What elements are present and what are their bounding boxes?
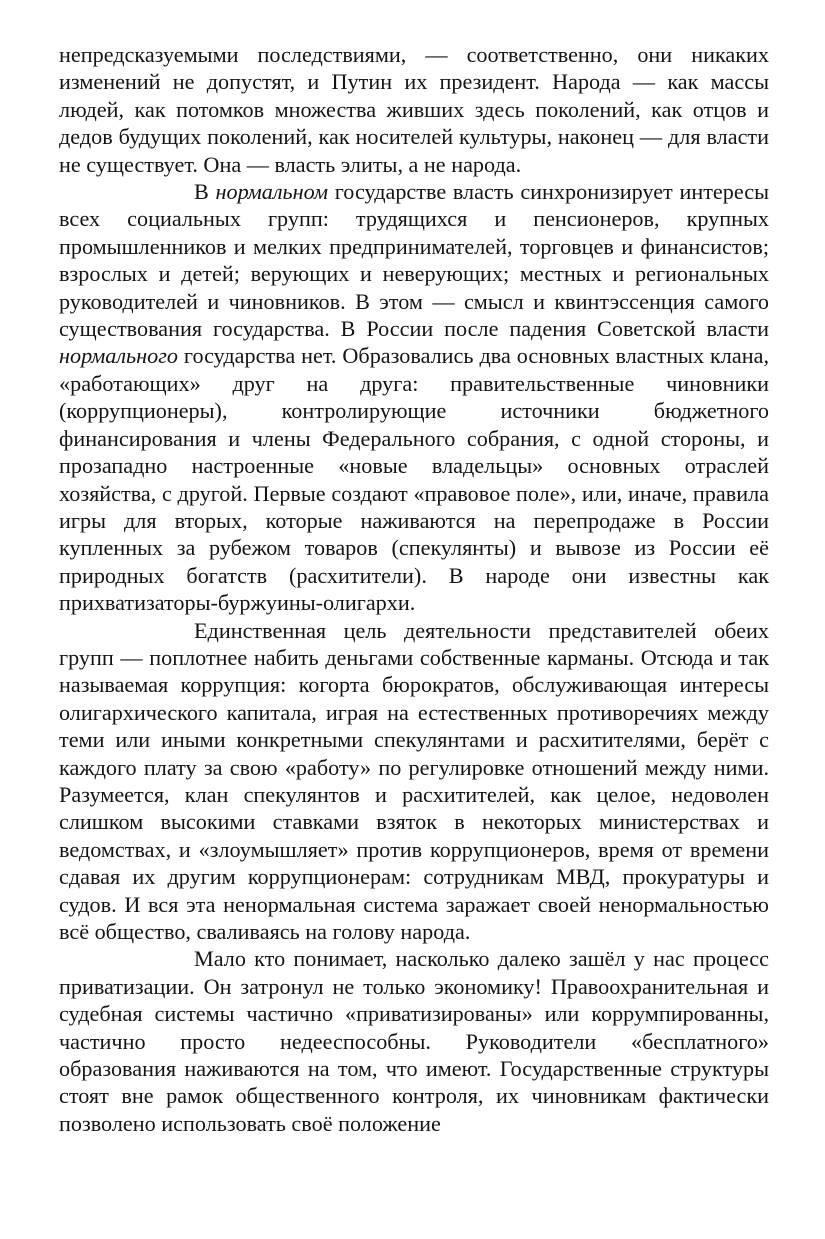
paragraph-2-text-part-3: государства нет. Образовались два основных властных клана, «работающих» друг на друга: правительственные чиновники (коррупционеры), контролирующие источники бюджетного финансирования и члены Федерального собрания, с одной стороны, и прозападно настроенные «новые владельцы» основных отраслей хозяйства, с другой. Первые создают «правовое поле», или, иначе, правила игры для вторых, которые наживаются на перепродаже в России купленных за рубежом товаров (спекулянты) и вывозе из России её природных богатств (расхитители). В народе они известны как прихватизаторы-буржуины-олигархи. <box>59 343 769 616</box>
paragraph-4 <box>59 945 769 1137</box>
paragraph-3 <box>59 617 769 946</box>
italic-term-normal-1: нормальном <box>215 179 329 205</box>
paragraph-3-text: Единственная цель деятельности представителей обеих групп — поплотнее набить деньгами собственные карманы. Отсюда и так называемая коррупция: когорта бюрократов, обслуживающая интересы олигархического капитала, играя на естественных противоречиях между теми или иными конкретными спекулянтами и расхитителями, берёт с каждого плату за свою «работу» по регулировке отношений между ними. Разумеется, клан спекулянтов и расхитителей, как целое, недоволен слишком высокими ставками взяток в некоторых министерствах и ведомствах, и «злоумышляет» против коррупционеров, время от времени сдавая их другим коррупционерам: сотрудникам МВД, прокуратуры и судов. И вся эта ненормальная система заражает своей ненормальностью всё общество, сваливаясь на голову народа. <box>59 617 769 944</box>
paragraph-1-text: непредсказуемыми последствиями, — соответственно, они никаких изменений не допустят, и Путин их президент. Народа — как массы людей, как потомков множества живших здесь поколений, как отцов и дедов будущих поколений, как носителей культуры, наконец — для власти не существует. Она — власть элиты, а не народа. <box>59 42 769 177</box>
document-body <box>59 41 769 1137</box>
paragraph-2 <box>59 178 769 617</box>
paragraph-1 <box>59 41 769 178</box>
italic-term-normal-2: нормального <box>59 343 178 369</box>
paragraph-2-text-part-2: государстве власть синхронизирует интересы всех социальных групп: трудящихся и пенсионеров, крупных промышленников и мелких предпринимателей, торговцев и финансистов; взрослых и детей; верующих и неверующих; местных и региональных руководителей и чиновников. В этом — смысл и квинтэссенция самого существования государства. В России после падения Советской власти <box>59 179 769 342</box>
paragraph-4-text: Мало кто понимает, насколько далеко зашёл у нас процесс приватизации. Он затронул не только экономику! Правоохранительная и судебная системы частично «приватизированы» или коррумпированны, частично просто недееспособны. Руководители «бесплатного» образования наживаются на том, что имеют. Государственные структуры стоят вне рамок общественного контроля, их чиновникам фактически позволено использовать своё положение <box>59 946 769 1136</box>
paragraph-2-text-part-1: В <box>194 179 216 205</box>
